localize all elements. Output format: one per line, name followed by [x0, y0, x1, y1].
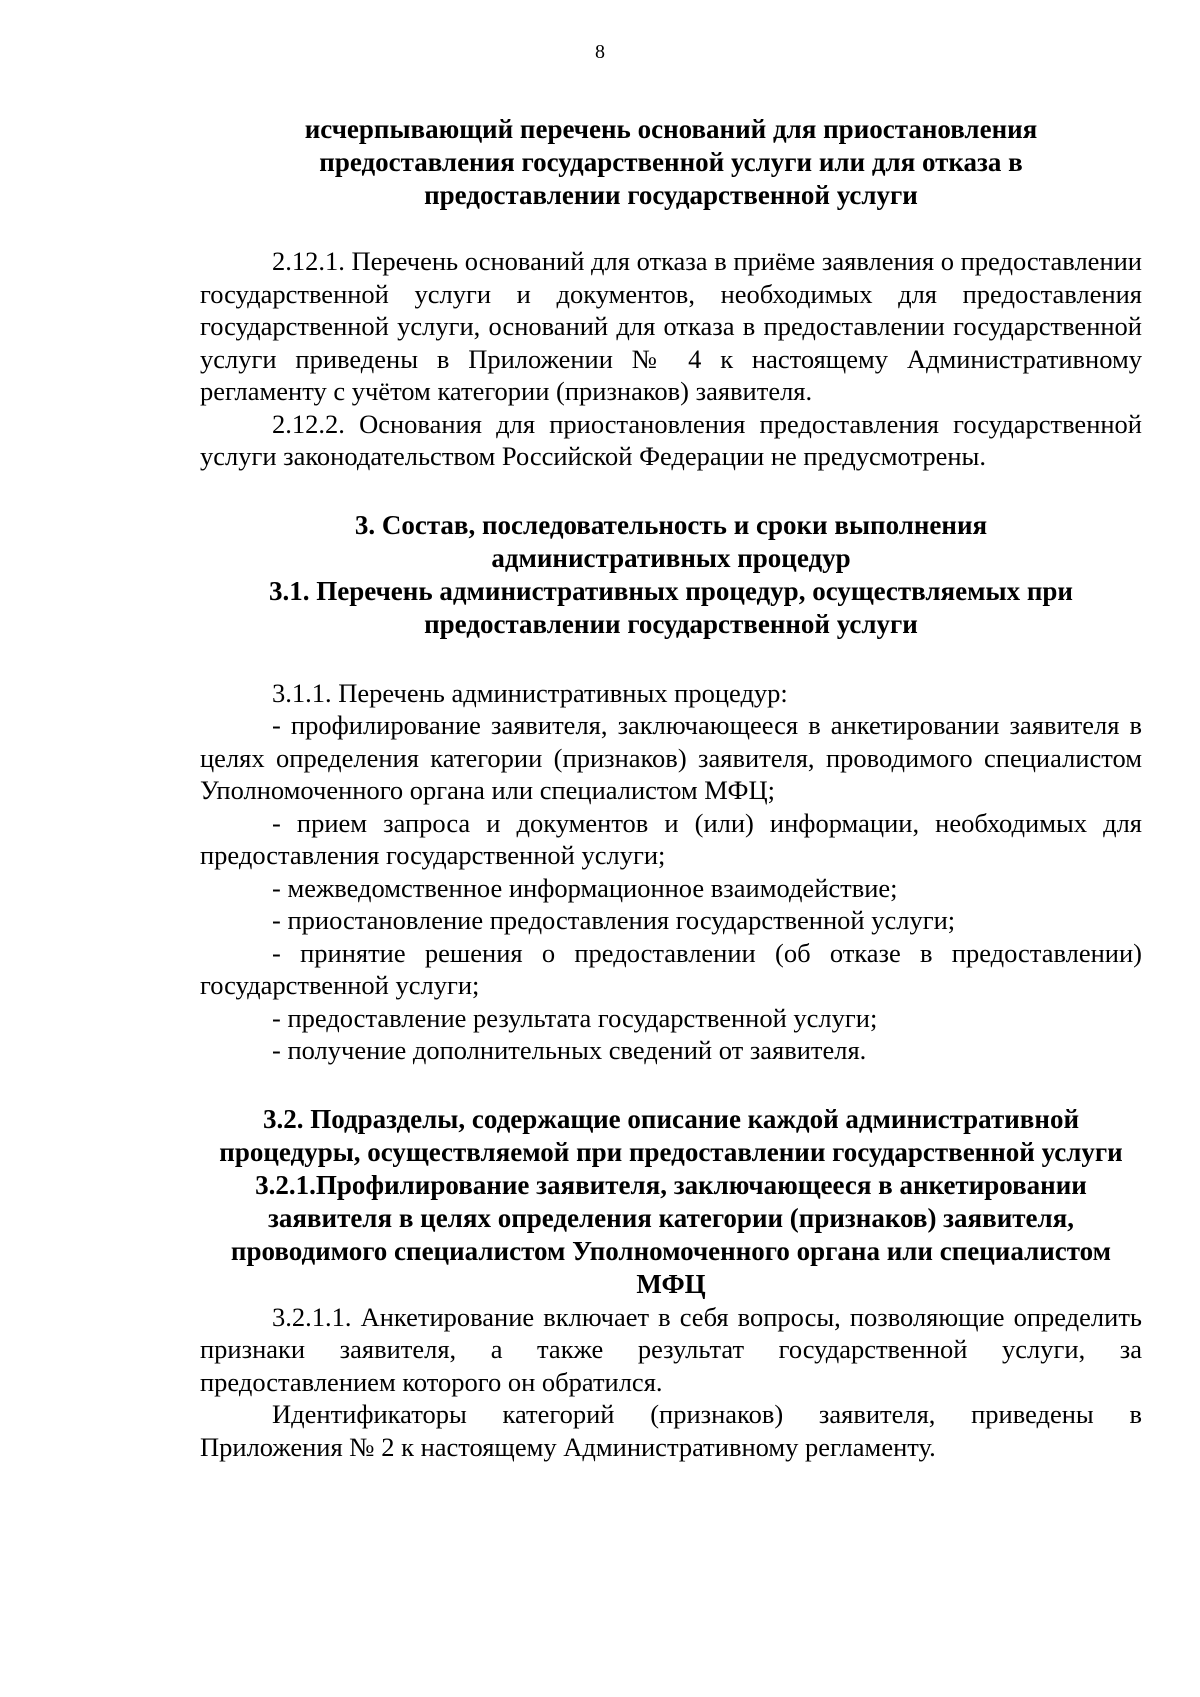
document-body [200, 113, 1142, 1463]
list-item: - принятие решения о предоставлении (об отказе в предоставлении) государственной услуги; [200, 937, 1142, 1000]
list-item: - межведомственное информационное взаимодействие; [272, 872, 898, 903]
list-item: - профилирование заявителя, заключающееся в анкетировании заявителя в целях определения категории (признаков) заявителя, проводимого специалистом Уполномоченного органа или специалистом МФЦ; [200, 710, 1142, 805]
list-item: - прием запроса и документов и (или) информации, необходимых для предоставления государственной услуги; [200, 807, 1142, 870]
section-2-12-text [200, 245, 1142, 473]
paragraph-2-12-2: 2.12.2. Основания для приостановления предоставления государственной услуги законодательством Российской Федерации не предусмотрены. [200, 408, 1142, 471]
heading-section-3-2: 3.2. Подразделы, содержащие описание каждой административной процедуры, осуществляемой при предоставлении государственной услуги [219, 1103, 1123, 1167]
procedures-list [200, 677, 1142, 1067]
heading-section-3 [200, 509, 1142, 641]
heading-line: 3.1. Перечень административных процедур, осуществляемых при [269, 575, 1073, 606]
heading-line: предоставления государственной услуги или для отказа в [319, 147, 1023, 177]
heading-line: административных процедур [491, 542, 851, 573]
heading-line: 3. Состав, последовательность и сроки выполнения [354, 509, 988, 540]
list-item: - получение дополнительных сведений от заявителя. [272, 1035, 867, 1065]
heading-2-12 [200, 113, 1142, 212]
heading-line: предоставлении государственной услуги [424, 180, 918, 210]
section-3-2 [200, 1103, 1142, 1464]
list-intro: 3.1.1. Перечень административных процедур: [272, 677, 788, 708]
paragraph-3-2-1-1: 3.2.1.1. Анкетирование включает в себя вопросы, позволяющие определить признаки заявителя, а также результат государственной услуги, за предоставлением которого он обратился. [200, 1301, 1142, 1397]
list-item: - приостановление предоставления государственной услуги; [272, 905, 956, 935]
page-number: 8 [595, 41, 605, 63]
list-item: - предоставление результата государственной услуги; [272, 1002, 878, 1033]
paragraph-2-12-1: 2.12.1. Перечень оснований для отказа в приёме заявления о предоставлении государственной услуги и документов, необходимых для предоставления государственной услуги, оснований для отказа в предоставлении государственной услуги приведены в Приложении № 4 к настоящему Административному регламенту с учётом категории (признаков) заявителя. [200, 246, 1142, 406]
heading-line: исчерпывающий перечень оснований для приостановления [304, 114, 1038, 144]
paragraph-identifiers: Идентификаторы категорий (признаков) заявителя, приведены в Приложения № 2 к настоящему Административному регламенту. [200, 1399, 1142, 1462]
heading-section-3-2-1: 3.2.1.Профилирование заявителя, заключающееся в анкетировании заявителя в целях определения категории (признаков) заявителя, проводимого специалистом Уполномоченного органа или специалистом МФЦ [230, 1169, 1112, 1299]
heading-line: предоставлении государственной услуги [424, 608, 918, 639]
